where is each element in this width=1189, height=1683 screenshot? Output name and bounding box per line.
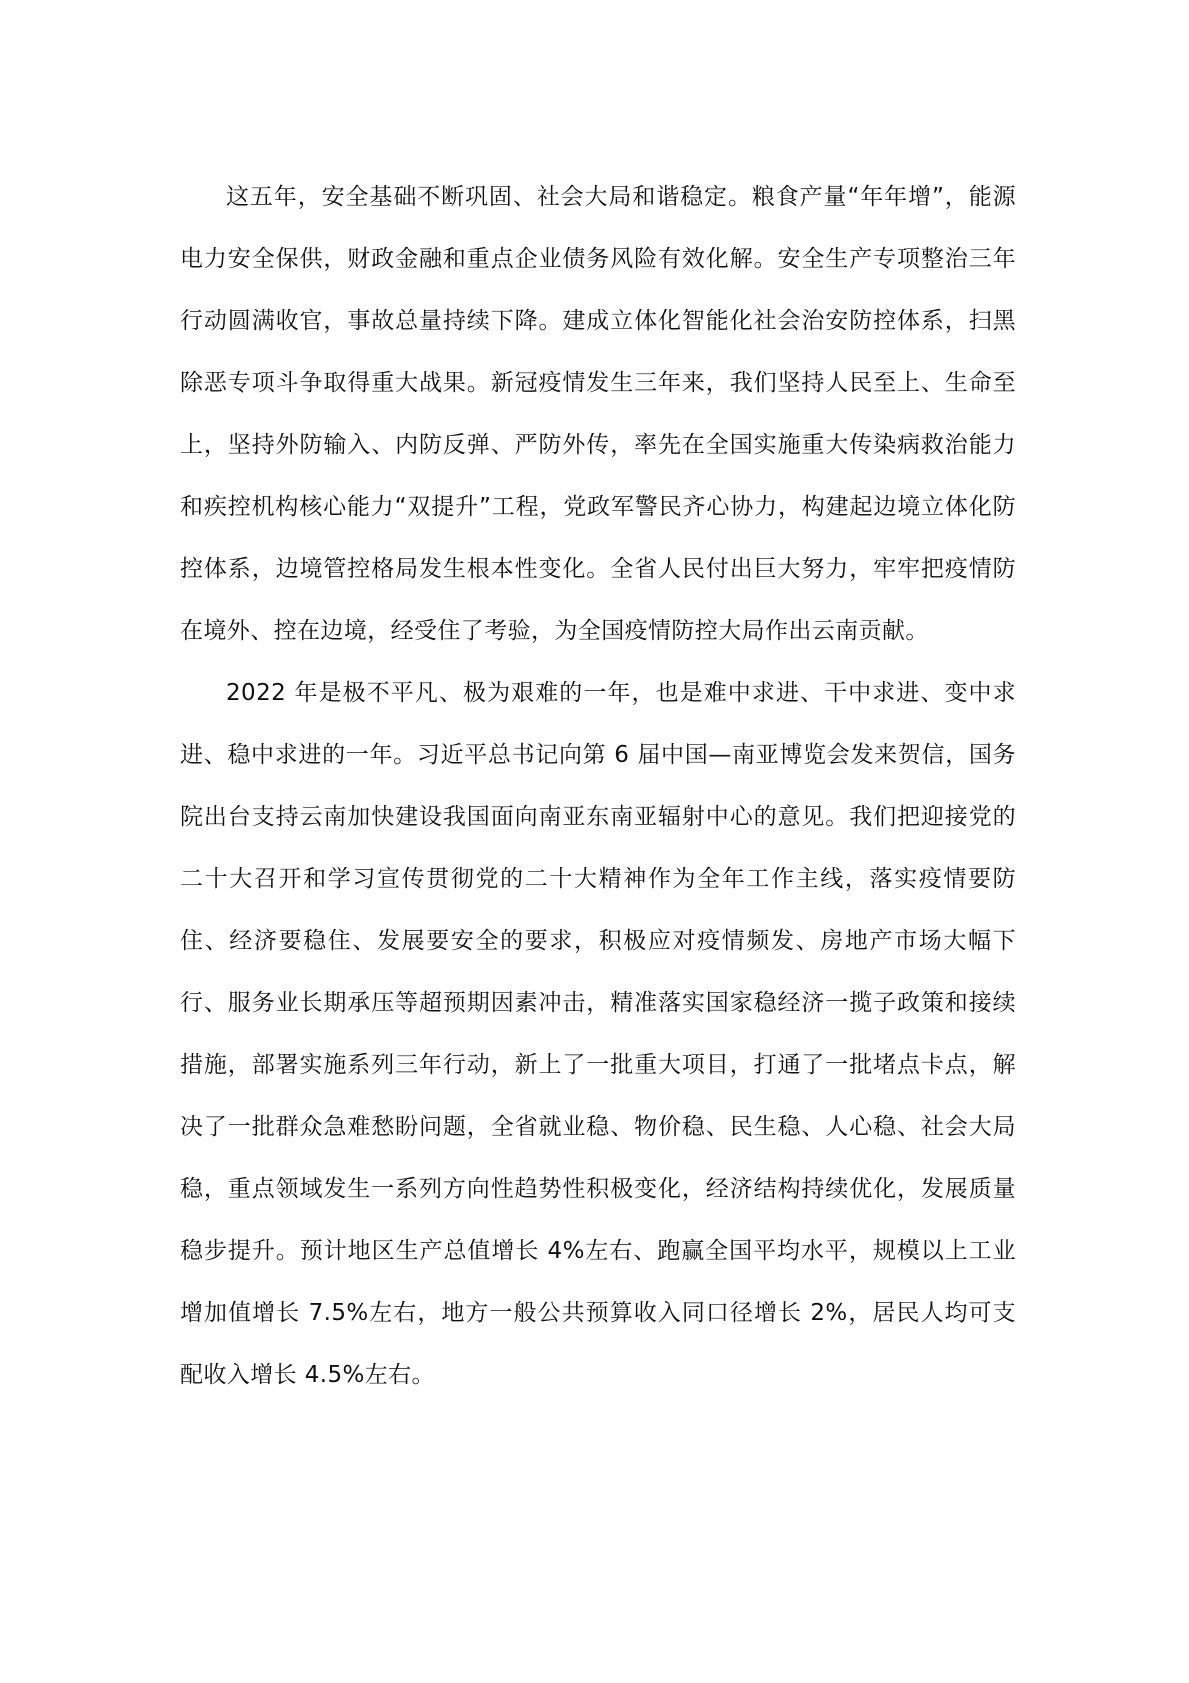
- document-body: [180, 166, 1016, 1406]
- paragraph-safety-stability: 这五年，安全基础不断巩固、社会大局和谐稳定。粮食产量“年年增”，能源电力安全保供，财政金融和重点企业债务风险有效化解。安全生产专项整治三年行动圆满收官，事故总量持续下降。建成立体化智能化社会治安防控体系，扫黑除恶专项斗争取得重大战果。新冠疫情发生三年来，我们坚持人民至上、生命至上，坚持外防输入、内防反弹、严防外传，率先在全国实施重大传染病救治能力和疾控机构核心能力“双提升”工程，党政军警民齐心协力，构建起边境立体化防控体系，边境管控格局发生根本性变化。全省人民付出巨大努力，牢牢把疫情防在境外、控在边境，经受住了考验，为全国疫情防控大局作出云南贡献。: [180, 184, 1016, 644]
- paragraph-2022-summary: 2022 年是极不平凡、极为艰难的一年，也是难中求进、干中求进、变中求进、稳中求进的一年。习近平总书记向第 6 届中国—南亚博览会发来贺信，国务院出台支持云南加快建设我国面向南亚东南亚辐射中心的意见。我们把迎接党的二十大召开和学习宣传贯彻党的二十大精神作为全年工作主线，落实疫情要防住、经济要稳住、发展要安全的要求，积极应对疫情频发、房地产市场大幅下行、服务业长期承压等超预期因素冲击，精准落实国家稳经济一揽子政策和接续措施，部署实施系列三年行动，新上了一批重大项目，打通了一批堵点卡点，解决了一批群众急难愁盼问题，全省就业稳、物价稳、民生稳、人心稳、社会大局稳，重点领域发生一系列方向性趋势性积极变化，经济结构持续优化，发展质量稳步提升。预计地区生产总值增长 4%左右、跑赢全国平均水平，规模以上工业增加值增长 7.5%左右，地方一般公共预算收入同口径增长 2%，居民人均可支配收入增长 4.5%左右。: [180, 680, 1016, 1388]
